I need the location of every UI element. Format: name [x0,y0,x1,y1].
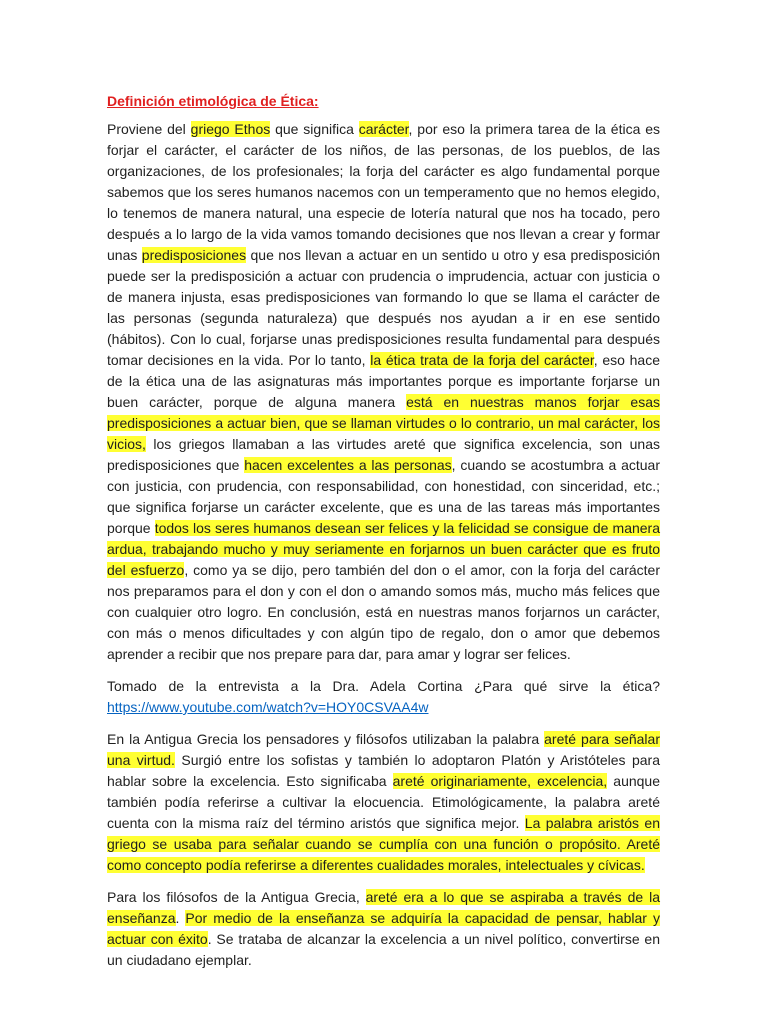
text-segment: En la Antigua Grecia los pensadores y filósofos utilizaban la palabra [107,731,545,747]
document-title: Definición etimológica de Ética: [107,93,319,109]
text-segment: aunque también podía referirse a cultivar la elocuencia. Etimológicamente, la palabra areté cuenta con la misma raíz del término aristós que significa mejor. [107,773,661,831]
text-segment: que significa [270,121,359,137]
text-segment: , como ya se dijo, pero también del don o el amor, con la forja del carácter nos preparamos para el don y con el don o amando somos más, mucho más felices que con cualquier otro logro. En conclusión, está en nuestras manos forjarnos un carácter, con más o menos dificultades y con algún tipo de regalo, don o amor que debemos aprender a recibir que nos prepare para dar, para amar y lograr ser felices. [107,562,660,662]
text-segment: Tomado de la entrevista a la Dra. Adela Cortina ¿Para qué sirve la ética? [107,678,660,694]
paragraph-arete-greece [107,729,660,876]
text-segment: Surgió entre los sofistas y también lo adoptaron Platón y Aristóteles para hablar sobre la excelencia. Esto significaba [107,752,660,789]
highlighted-text: todos los seres humanos desean ser felices y la felicidad se consigue de manera ardua, trabajando mucho y muy seriamente en forjarnos un buen carácter que es fruto del esfuerzo [107,520,660,578]
highlighted-text: Por medio de la enseñanza se adquiría la capacidad de pensar, hablar y actuar con éxito [107,910,660,947]
highlighted-text: la ética trata de la forja del carácter [370,352,594,368]
highlighted-text: areté para señalar una virtud. [107,731,660,768]
text-segment: Para los filósofos de la Antigua Grecia, [107,889,366,905]
highlighted-text: areté era a lo que se aspiraba a través de la enseñanza [107,889,660,926]
document-body [107,91,660,982]
text-segment: , por eso la primera tarea de la ética es forjar el carácter, el carácter de los niños, de las personas, de los pueblos, de las organizaciones, de los profesionales; la forja del carácter es algo fundamental porque sabemos que los seres humanos nacemos con un temperamento que no hemos elegido, lo tenemos de manera natural, una especie de lotería natural que nos ha tocado, pero después a lo largo de la vida vamos tomando decisiones que nos llevan a crear y formar unas [107,121,661,263]
paragraph-etymology [107,119,660,665]
highlighted-text: predisposiciones [141,247,247,263]
video-link[interactable]: https://www.youtube.com/watch?v=HOY0CSVAA4w [107,699,429,715]
highlighted-text: La palabra aristós en griego se usaba para señalar cuando se cumplía con una función o propósito. Areté como concepto podía referirse a diferentes cualidades morales, intelectuales y cívicas. [107,815,660,873]
highlighted-text: griego Ethos [190,121,271,137]
highlighted-text: hacen excelentes a las personas [244,457,452,473]
highlighted-text: carácter [358,121,409,137]
text-segment: , cuando se acostumbra a actuar con justicia, con prudencia, con responsabilidad, con honestidad, con sinceridad, etc.; que significa forjarse un carácter excelente, que es una de las tareas más importantes porque [107,457,660,536]
highlighted-text: está en nuestras manos forjar esas predisposiciones a actuar bien, que se llaman virtudes o lo contrario, un mal carácter, los vicios, [107,394,660,452]
text-segment: . Se trataba de alcanzar la excelencia a un nivel político, convertirse en un ciudadano ejemplar. [107,931,660,968]
text-segment: Proviene del [107,121,191,137]
paragraph-source [107,676,660,718]
text-segment: que nos llevan a actuar en un sentido u otro y esa predisposición puede ser la predisposición a actuar con prudencia o imprudencia, actuar con justicia o de manera injusta, esas predisposiciones van formando lo que se llama el carácter de las personas (segunda naturaleza) que después nos ayudan a ir en ese sentido (hábitos). Con lo cual, forjarse unas predisposiciones resulta fundamental para después tomar decisiones en la vida. Por lo tanto, [107,247,660,368]
highlighted-text: areté originariamente, excelencia, [392,773,608,789]
text-segment: los griegos llamaban a las virtudes areté que significa excelencia, son unas predisposiciones que [107,436,660,473]
paragraph-arete-philosophers [107,887,660,971]
text-segment: , eso hace de la ética una de las asignaturas más importantes porque es importante forjarse un buen carácter, porque de alguna manera [107,352,660,410]
text-segment: . [175,910,186,926]
